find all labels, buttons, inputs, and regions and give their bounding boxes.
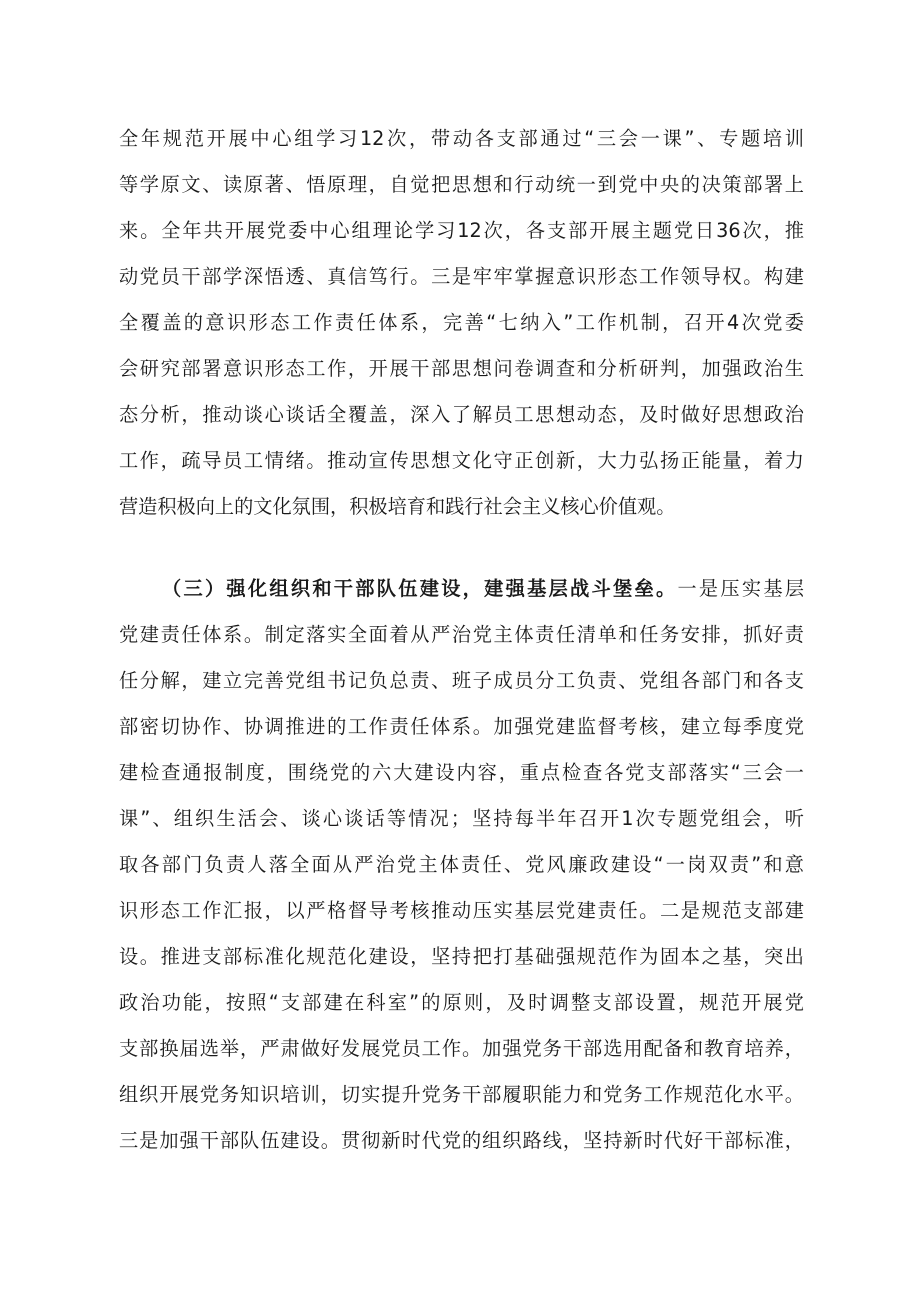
text-line: 党建责任体系。制定落实全面着从严治党主体责任清单和任务安排，抓好责 (119, 623, 804, 646)
text-line: 全年规范开展中心组学习12次，带动各支部通过“三会一课”、专题培训 (119, 127, 804, 150)
text-line: 部密切协作、协调推进的工作责任体系。加强党建监督考核，建立每季度党 (119, 715, 804, 738)
text-line: 建检查通报制度，围绕党的六大建设内容，重点检查各党支部落实“三会一 (119, 761, 804, 784)
text-line: 会研究部署意识形态工作，开展干部思想问卷调查和分析研判，加强政治生 (119, 357, 804, 380)
text-line: 支部换届选举，严肃做好发展党员工作。加强党务干部选用配备和教育培养， (119, 1037, 804, 1060)
section-heading: （三）强化组织和干部队伍建设，建强基层战斗堡垒。 (162, 577, 678, 600)
text-line: 任分解，建立完善党组书记负总责、班子成员分工负责、党组各部门和各支 (119, 669, 804, 692)
text-line: 营造积极向上的文化氛围，积极培育和践行社会主义核心价值观。 (119, 495, 676, 518)
text-line: 设。推进支部标准化规范化建设，坚持把打基础强规范作为固本之基，突出 (119, 945, 804, 968)
text-line: 全覆盖的意识形态工作责任体系，完善“七纳入”工作机制，召开4次党委 (119, 311, 804, 334)
text-line: 三是加强干部队伍建设。贯彻新时代党的组织路线，坚持新时代好干部标准， (119, 1129, 804, 1152)
text-line: 课”、组织生活会、谈心谈话等情况；坚持每半年召开1次专题党组会，听 (119, 807, 804, 830)
text-line: 来。全年共开展党委中心组理论学习12次，各支部开展主题党日36次，推 (119, 219, 804, 242)
heading-line-rest: 一是压实基层 (677, 577, 805, 600)
paragraph-ideology-work (119, 116, 804, 530)
text-line: 等学原文、读原著、悟原理，自觉把思想和行动统一到党中央的决策部署上 (119, 173, 804, 196)
text-line: 工作，疏导员工情绪。推动宣传思想文化守正创新，大力弘扬正能量，着力 (119, 449, 804, 472)
text-line: 态分析，推动谈心谈话全覆盖，深入了解员工思想动态，及时做好思想政治 (119, 403, 804, 426)
text-line: 动党员干部学深悟透、真信笃行。三是牢牢掌握意识形态工作领导权。构建 (119, 265, 804, 288)
text-line: 取各部门负责人落全面从严治党主体责任、党风廉政建设“一岗双责”和意 (119, 853, 804, 876)
text-line: 识形态工作汇报，以严格督导考核推动压实基层党建责任。二是规范支部建 (119, 899, 804, 922)
paragraph-organization-building (119, 566, 804, 1164)
first-text-line (119, 566, 804, 612)
text-line: 组织开展党务知识培训，切实提升党务干部履职能力和党务工作规范化水平。 (119, 1083, 804, 1106)
text-line: 政治功能，按照“支部建在科室”的原则，及时调整支部设置，规范开展党 (119, 991, 804, 1014)
